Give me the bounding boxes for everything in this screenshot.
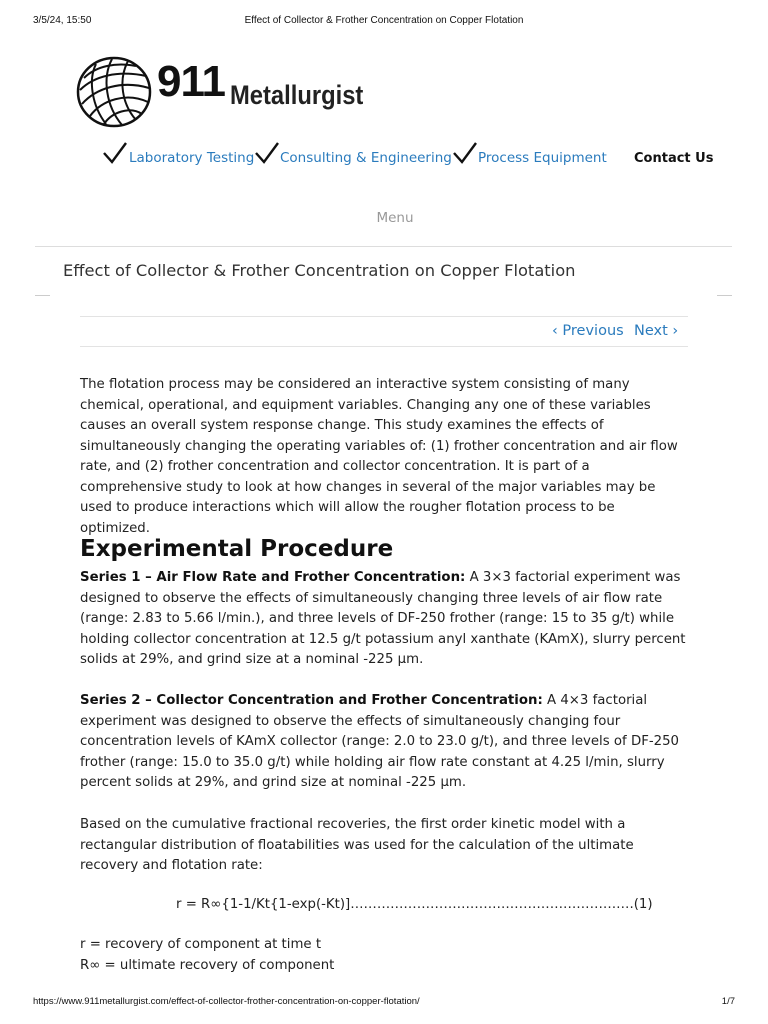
- print-url: https://www.911metallurgist.com/effect-of-collector-frother-concentration-on-copper-flotation/: [33, 996, 420, 1007]
- logo-number: 911: [157, 57, 225, 106]
- equation: r = R∞{1-1/Kt{1-exp(-Kt)]……………………………………………………….(1): [176, 897, 653, 912]
- contact-us-link[interactable]: Contact Us: [634, 151, 714, 166]
- pager-divider: [80, 346, 688, 347]
- print-datetime: 3/5/24, 15:50: [33, 15, 92, 26]
- definition-r-infinity: R∞ = ultimate recovery of component: [80, 958, 335, 973]
- print-footer: [33, 996, 735, 1010]
- series-2-paragraph: [80, 691, 686, 794]
- site-logo[interactable]: [76, 56, 396, 131]
- checkmark-icon: [254, 140, 280, 166]
- intro-paragraph: The flotation process may be considered an interactive system consisting of many chemical, operational, and equipment variables. Changing any one of these variables causes an overall system response change. This study examines the effects of simultaneously changing the operating variables of: (1) frother concentration and air flow rate, and (2) frother concentration and collector concentration. It is part of a comprehensive study to look at how changes in several of the major variables may be used to produce interactions which will allow the rougher flotation process to be optimized.: [80, 377, 678, 536]
- print-header: [33, 15, 735, 29]
- next-link[interactable]: Next ›: [634, 323, 679, 339]
- page-title: Effect of Collector & Frother Concentration on Copper Flotation: [63, 261, 576, 280]
- section-heading: Experimental Procedure: [80, 536, 394, 562]
- divider: [717, 295, 732, 296]
- previous-link[interactable]: ‹ Previous: [552, 323, 624, 339]
- series-2-text: A 4×3 factorial experiment was designed to observe the effects of simultaneously changing four concentration levels of KAmX collector (range: 2.0 to 23.0 g/t), and three levels of DF-250 frother (range: 15.0 to 35.0 g/t) while holding air flow rate constant at 4.25 l/min, slurry percent solids at 29%, and grind size at nominal -225 µm.: [80, 693, 680, 790]
- divider: [35, 295, 50, 296]
- checkmark-icon: [102, 140, 128, 166]
- pager-divider: [80, 316, 688, 317]
- logo-word: Metallurgist: [230, 80, 364, 110]
- nav-item-label: Laboratory Testing: [129, 150, 255, 166]
- menu-toggle[interactable]: Menu: [376, 210, 414, 226]
- divider: [35, 246, 732, 247]
- definition-r: r = recovery of component at time t: [80, 937, 322, 952]
- checkmark-icon: [452, 140, 478, 166]
- model-paragraph: Based on the cumulative fractional recoveries, the first order kinetic model with a rectangular distribution of floatabilities was used for the calculation of the ultimate recovery and flotation rate:: [80, 817, 634, 873]
- print-page-number: 1/7: [721, 996, 735, 1007]
- series-1-paragraph: [80, 568, 686, 671]
- nav-item-label: Consulting & Engineering: [280, 150, 452, 166]
- globe-logo-icon: [76, 56, 154, 128]
- series-1-lead: Series 1 – Air Flow Rate and Frother Concentration:: [80, 570, 466, 585]
- print-doc-title: Effect of Collector & Frother Concentration on Copper Flotation: [244, 15, 524, 26]
- nav-item-label: Process Equipment: [478, 150, 607, 166]
- series-2-lead: Series 2 – Collector Concentration and Frother Concentration:: [80, 693, 543, 708]
- series-1-text: A 3×3 factorial experiment was designed to observe the effects of simultaneously changing three levels of air flow rate (range: 2.83 to 5.66 l/min.), and three levels of DF-250 frother (range: 15 to 35 g/t) while holding collector concentration at 12.5 g/t potassium anyl xanthate (KAmX), slurry percent solids at 29%, and grind size at a nominal -225 µm.: [80, 570, 686, 667]
